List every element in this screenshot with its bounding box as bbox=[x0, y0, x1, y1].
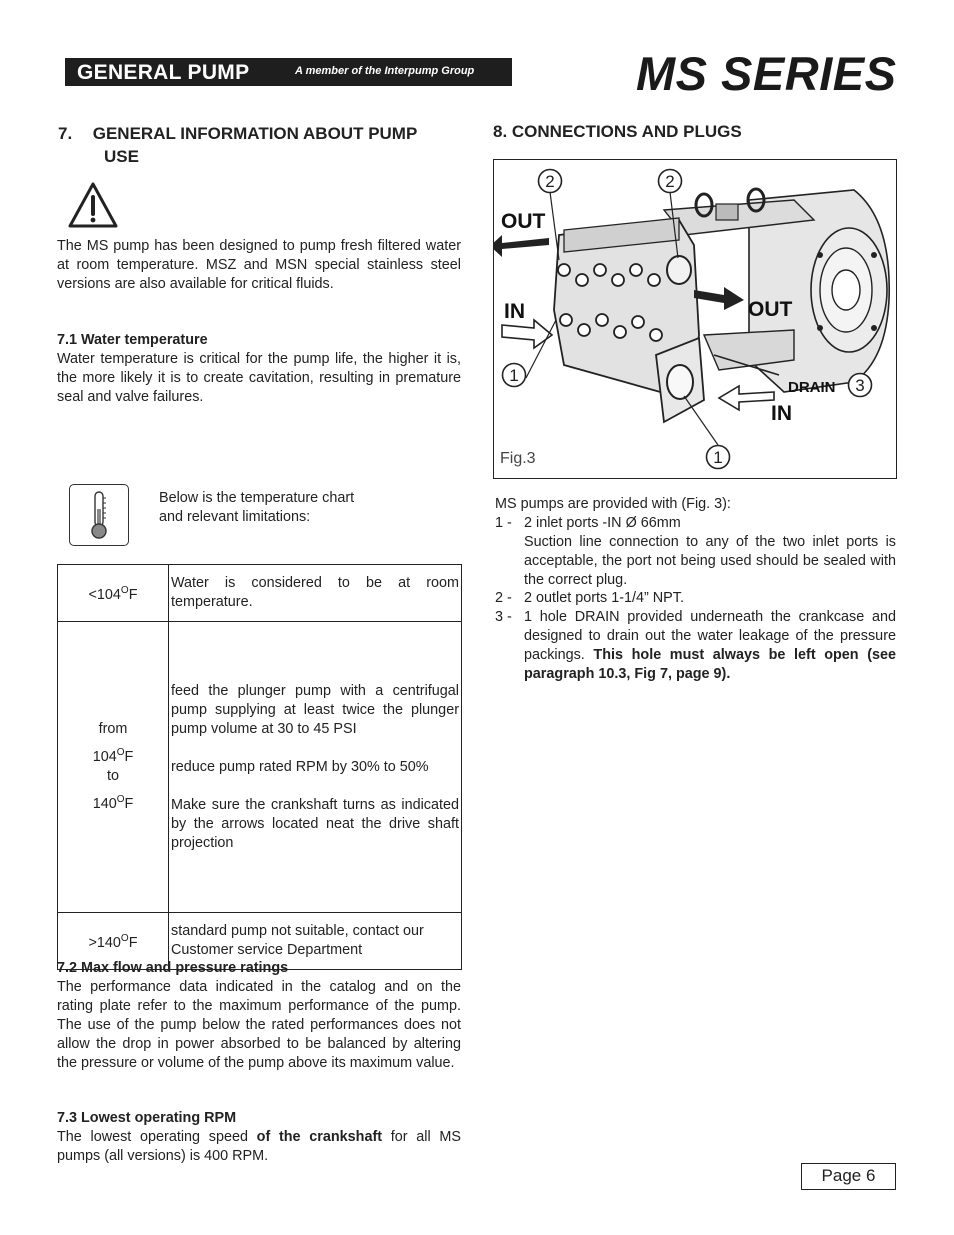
temperature-table bbox=[57, 564, 462, 970]
range-high bbox=[58, 790, 168, 814]
callout-2-left: 2 bbox=[545, 172, 555, 191]
arrow-in-left bbox=[502, 320, 552, 348]
range-unit: F bbox=[124, 796, 134, 812]
range-from: from bbox=[98, 721, 128, 737]
item-marker: 1 - bbox=[495, 515, 512, 531]
section-7-title-line1: GENERAL INFORMATION ABOUT PUMP bbox=[92, 124, 418, 143]
range-value: <104 bbox=[88, 587, 121, 603]
temperature-chart-intro bbox=[159, 489, 399, 527]
list-item bbox=[495, 514, 897, 590]
label-out-right: OUT bbox=[748, 298, 793, 321]
figure-caption: Fig.3 bbox=[500, 450, 536, 467]
callout-1-bottom: 1 bbox=[713, 448, 723, 467]
list-item bbox=[495, 608, 897, 684]
item-text: 1 hole DRAIN provided underneath the crankcase and designed to drain out the water leakage of the pressure packings. bbox=[524, 609, 896, 663]
range-value: >140 bbox=[88, 935, 121, 951]
arrow-out-left bbox=[494, 235, 549, 257]
subsection-7-3-text bbox=[57, 1128, 461, 1166]
label-drain: DRAIN bbox=[788, 379, 836, 396]
item-text-bold: This hole must always be left open (see paragraph 10.3, Fig 7, page 9). bbox=[524, 647, 897, 682]
pump-figure bbox=[493, 159, 897, 479]
degree-mark: O bbox=[120, 585, 129, 596]
degree-mark: O bbox=[120, 933, 129, 944]
note-reduce-rpm: reduce pump rated RPM by 30% to 50% bbox=[171, 758, 429, 775]
table-row bbox=[58, 565, 462, 622]
note-feed: feed the plunger pump with a centrifugal pump supplying at least twice the plunger pump volume at 30 to 45 PSI bbox=[171, 682, 459, 737]
arrow-out-right bbox=[694, 287, 744, 310]
page-number: Page 6 bbox=[801, 1163, 896, 1190]
chart-intro-line2: and relevant limitations: bbox=[159, 509, 311, 525]
range-low bbox=[58, 743, 168, 767]
series-title: MS SERIES bbox=[636, 47, 897, 100]
subsection-7-2-heading: 7.2 Max flow and pressure ratings bbox=[57, 960, 289, 976]
item-text: 2 inlet ports -IN Ø 66mm bbox=[524, 515, 681, 531]
text-run: The lowest operating speed bbox=[57, 1129, 257, 1145]
subsection-7-2-text: The performance data indicated in the catalog and on the rating plate refer to the maximum performance of the pump. The use of the pump below the rated performances does not allow the drop in power absorbed to be balanced by altering the pressure or volume of the pump above its maximum value. bbox=[57, 979, 461, 1071]
brand-name: GENERAL PUMP bbox=[77, 61, 250, 84]
section-7-title-line2: USE bbox=[104, 147, 139, 166]
table-row bbox=[58, 622, 462, 913]
section-7-number: 7. bbox=[58, 124, 73, 143]
item-marker: 2 - bbox=[495, 590, 512, 606]
item-text: 2 outlet ports 1-1/4” NPT. bbox=[524, 590, 684, 606]
label-out-left: OUT bbox=[501, 210, 546, 233]
range-unit: F bbox=[128, 587, 138, 603]
arrow-in-right bbox=[719, 386, 774, 410]
note-rotation: Make sure the crankshaft turns as indicated by the arrows located neat the drive shaft projection bbox=[171, 796, 459, 851]
range-cell bbox=[58, 622, 169, 913]
item-text-2: Suction line connection to any of the two inlet ports is acceptable, the port not being used should be sealed with the correct plug. bbox=[524, 534, 896, 588]
list-item bbox=[495, 589, 897, 608]
label-in-right: IN bbox=[771, 402, 792, 425]
range-unit: F bbox=[128, 935, 138, 951]
range-to: to bbox=[106, 768, 119, 784]
label-in-left: IN bbox=[504, 300, 525, 323]
text-run-bold: of the crankshaft bbox=[256, 1129, 383, 1145]
thermometer-icon bbox=[69, 484, 129, 546]
degree-mark: O bbox=[116, 794, 125, 805]
callout-3: 3 bbox=[855, 376, 865, 395]
subsection-7-3-heading: 7.3 Lowest operating RPM bbox=[57, 1110, 237, 1126]
note-cell: standard pump not suitable, contact our Customer service Department bbox=[169, 913, 462, 970]
section-7-title bbox=[58, 122, 468, 168]
callout-1-left: 1 bbox=[509, 366, 519, 385]
note-cell: Water is considered to be at room temperature. bbox=[169, 565, 462, 622]
brand-tagline: A member of the Interpump Group bbox=[295, 65, 475, 77]
note-cell bbox=[169, 622, 462, 913]
warning-icon bbox=[66, 180, 120, 230]
range-low-value: 104 bbox=[92, 749, 117, 765]
chart-intro-line1: Below is the temperature chart bbox=[159, 490, 355, 506]
item-body bbox=[524, 608, 896, 684]
pump-illustration bbox=[494, 160, 896, 478]
section-8-title: 8. CONNECTIONS AND PLUGS bbox=[493, 122, 742, 141]
subsection-7-1-text: Water temperature is critical for the pump life, the higher it is, the more likely it is to create cavitation, resulting in premature seal and valve failures. bbox=[57, 351, 461, 405]
range-cell bbox=[58, 565, 169, 622]
degree-mark: O bbox=[116, 747, 125, 758]
range-high-value: 140 bbox=[92, 796, 117, 812]
item-body bbox=[524, 514, 896, 590]
brand-bar bbox=[65, 58, 512, 86]
range-unit: F bbox=[124, 749, 134, 765]
item-marker: 3 - bbox=[495, 609, 512, 625]
subsection-7-1-heading: 7.1 Water temperature bbox=[57, 332, 208, 348]
section-7-intro: The MS pump has been designed to pump fresh filtered water at room temperature. MSZ and MSN special stainless steel versions are also available for critical fluids. bbox=[57, 238, 461, 292]
connections-intro: MS pumps are provided with (Fig. 3): bbox=[495, 496, 731, 512]
callout-2-right: 2 bbox=[665, 172, 675, 191]
text-run: for all MS pumps (all versions) is 400 RPM. bbox=[57, 1129, 461, 1164]
